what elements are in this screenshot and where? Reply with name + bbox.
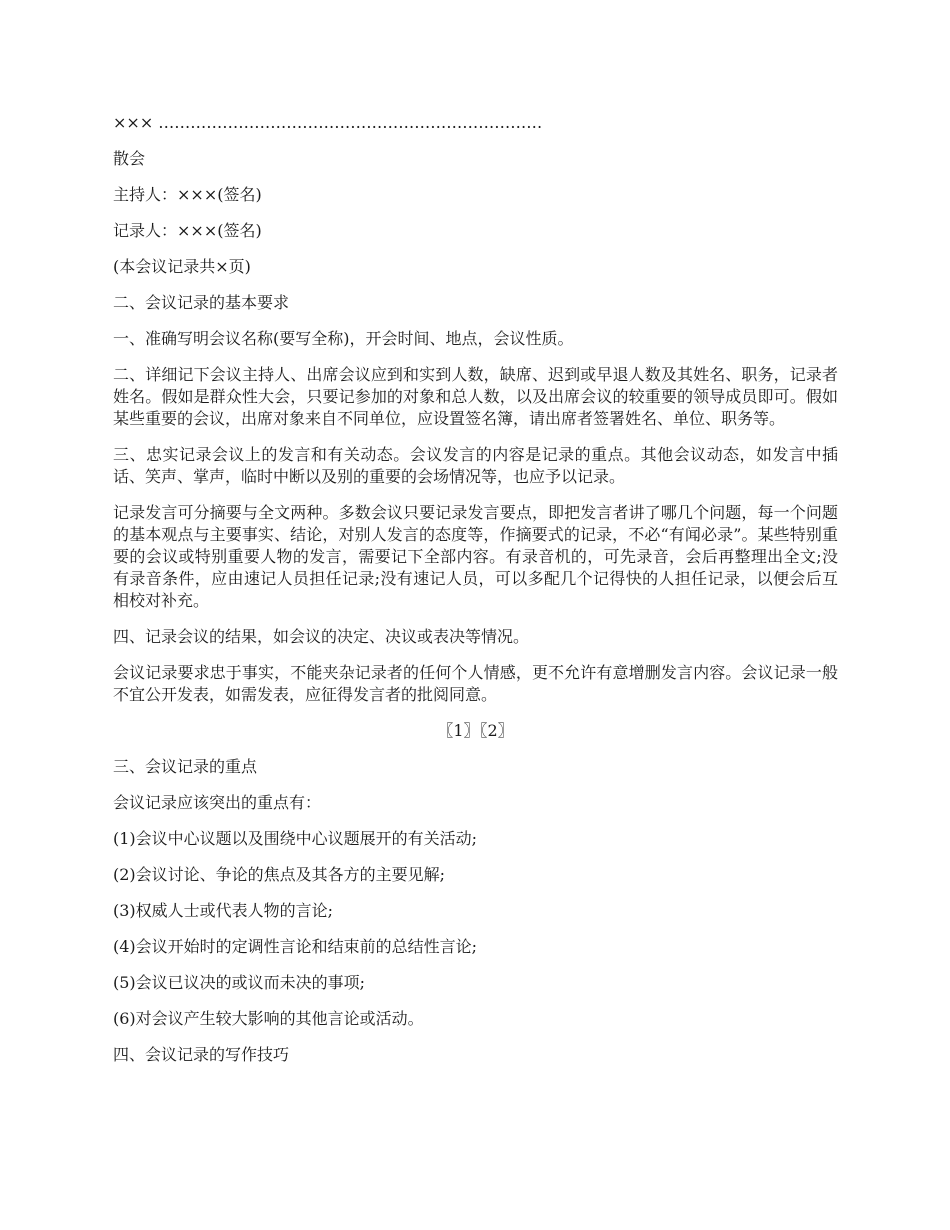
key-point-5: (5)会议已议决的或议而未决的事项; bbox=[113, 973, 366, 992]
requirement-3-detail: 记录发言可分摘要与全文两种。多数会议只要记录发言要点，即把发言者讲了哪几个问题，每一个问题的基本观点与主要事实、结论，对别人发言的态度等，作摘要式的记录，不必“有闻必录”。某些特别重要的会议或特别重要人物的发言，需要记下全部内容。有录音机的，可先录音，会后再整理出全文;没有录音条件，应由速记人员担任记录;没有速记人员，可以多配几个记得快的人担任记录，以便会后互相校对补充。 bbox=[113, 503, 838, 610]
key-point-6: (6)对会议产生较大影响的其他言论或活动。 bbox=[113, 1009, 424, 1028]
section-heading-basic-requirements: 二、会议记录的基本要求 bbox=[113, 293, 290, 312]
host-signature-line: 主持人：×××(签名) bbox=[113, 185, 262, 204]
requirement-2: 二、详细记下会议主持人、出席会议应到和实到人数，缺席、迟到或早退人数及其姓名、职务，记录者姓名。假如是群众性大会，只要记参加的对象和总人数，以及出席会议的较重要的领导成员即可。假如某些重要的会议，出席对象来自不同单位，应设置签名簿，请出席者签署姓名、单位、职务等。 bbox=[113, 365, 838, 428]
pagination bbox=[113, 720, 838, 742]
key-point-1: (1)会议中心议题以及围绕中心议题展开的有关活动; bbox=[113, 829, 478, 848]
adjourn-line: 散会 bbox=[113, 149, 146, 168]
requirement-3: 三、忠实记录会议上的发言和有关动态。会议发言的内容是记录的重点。其他会议动态，如发言中插话、笑声、掌声，临时中断以及别的重要的会场情况等，也应予以记录。 bbox=[113, 445, 838, 486]
key-point-2: (2)会议讨论、争论的焦点及其各方的主要见解; bbox=[113, 865, 446, 884]
requirement-summary: 会议记录要求忠于事实，不能夹杂记录者的任何个人情感，更不允许有意增删发言内容。会议记录一般不宜公开发表，如需发表，应征得发言者的批阅同意。 bbox=[113, 663, 838, 704]
document-page bbox=[113, 112, 838, 1080]
section-heading-key-points: 三、会议记录的重点 bbox=[113, 757, 258, 776]
section-heading-writing-skills: 四、会议记录的写作技巧 bbox=[113, 1045, 290, 1064]
page-count-note: (本会议记录共×页) bbox=[113, 257, 251, 276]
key-points-intro: 会议记录应该突出的重点有： bbox=[113, 793, 322, 812]
recorder-signature-line: 记录人：×××(签名) bbox=[113, 221, 262, 240]
key-point-3: (3)权威人士或代表人物的言论; bbox=[113, 901, 334, 920]
pagination-links[interactable]: 〖1〗〖2〗 bbox=[437, 721, 514, 740]
requirement-4: 四、记录会议的结果，如会议的决定、决议或表决等情况。 bbox=[113, 627, 530, 646]
key-point-4: (4)会议开始时的定调性言论和结束前的总结性言论; bbox=[113, 937, 478, 956]
requirement-1: 一、准确写明会议名称(要写全称)，开会时间、地点，会议性质。 bbox=[113, 329, 574, 348]
signature-placeholder-line: ××× ……………………………………………………………… bbox=[113, 113, 543, 132]
